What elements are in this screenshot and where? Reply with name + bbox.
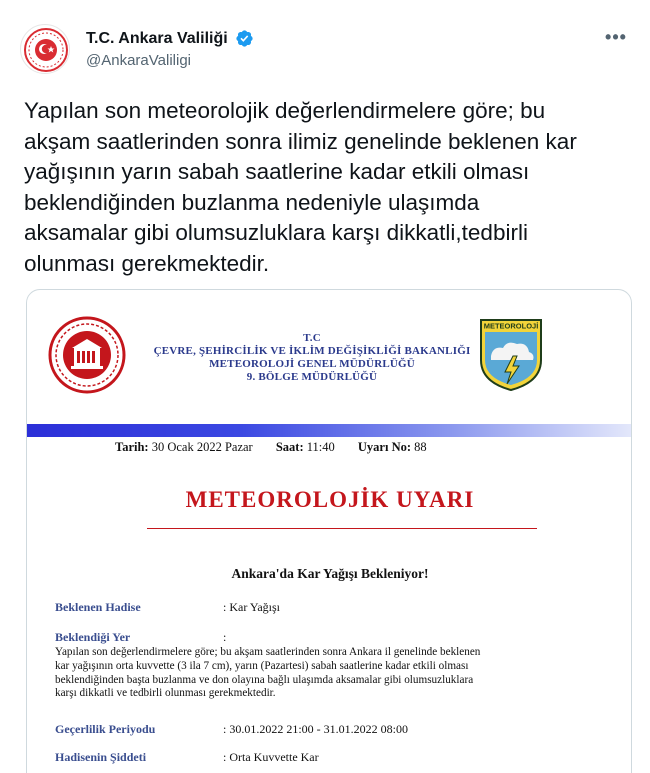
validity-label: Geçerlilik Periyodu <box>55 722 156 736</box>
tweet-text-line: Yapılan son meteorolojik değerlendirmelere göre; bu <box>24 98 546 123</box>
description-line: karşı dikkatli ve tedbirli olunması gerekmektedir. <box>55 687 276 700</box>
org-line: 9. BÖLGE MÜDÜRLÜĞÜ <box>246 371 378 383</box>
tweet-text-line: olunması gerekmektedir. <box>24 250 270 276</box>
time-value: 11:40 <box>306 440 335 454</box>
warning-no-label: Uyarı No: <box>357 440 412 454</box>
more-options-icon[interactable]: ••• <box>605 27 627 47</box>
severity-label: Hadisenin Şiddeti <box>55 750 147 764</box>
tweet-header <box>20 20 632 76</box>
description-line: beklendiğinden başta buzlanma ve don olayına bağlı ulaşımda aksamalar gibi olumsuzluklara <box>55 673 474 686</box>
tweet-text <box>24 96 624 279</box>
tweet-media-image[interactable] <box>26 289 632 773</box>
org-line: T.C <box>303 332 321 344</box>
org-line: METEOROLOJİ GENEL MÜDÜRLÜĞÜ <box>209 358 415 370</box>
meteoroloji-logo-icon <box>479 316 543 392</box>
display-name[interactable]: T.C. Ankara Valiliği <box>86 29 228 47</box>
organization-heading <box>127 332 497 384</box>
date-value: 30 Ocak 2022 Pazar <box>151 440 253 454</box>
expected-place-value: : <box>223 630 227 644</box>
ministry-emblem-icon <box>47 315 127 395</box>
validity-value: : 30.01.2022 21:00 - 31.01.2022 08:00 <box>223 722 408 736</box>
warning-document <box>27 290 632 773</box>
tweet-text-line: beklendiğinden buzlanma nedeniyle ulaşımda <box>24 189 480 215</box>
tweet-text-line: aksamalar gibi olumsuzluklara karşı dikkatli,tedbirli <box>24 220 528 245</box>
expected-event-value: : Kar Yağışı <box>223 600 281 614</box>
tweet-text-line: akşam saatlerinden sonra ilimiz genelinde beklenen kar <box>24 128 577 154</box>
warning-title: METEOROLOJİK UYARI <box>185 487 475 512</box>
date-label: Tarih: <box>115 440 149 454</box>
warning-subtitle: Ankara'da Kar Yağışı Bekleniyor! <box>231 566 429 581</box>
severity-value: : Orta Kuvvette Kar <box>223 750 319 764</box>
verified-badge-icon <box>235 29 254 48</box>
name-block <box>86 29 254 69</box>
expected-event-label: Beklenen Hadise <box>55 600 141 614</box>
expected-place-label: Beklendiği Yer <box>55 630 131 644</box>
warning-no-value: 88 <box>414 440 427 454</box>
logo-text: METEOROLOJİ <box>483 321 539 331</box>
description-line: Yapılan son değerlendirmelere göre; bu akşam saatlerinden sonra Ankara il genelinde beklenen <box>55 646 481 658</box>
time-label: Saat: <box>275 440 304 454</box>
title-underline <box>147 528 537 529</box>
handle[interactable]: @AnkaraValiligi <box>86 52 191 69</box>
tweet-text-line: yağışının yarın sabah saatlerine kadar etkili olması <box>24 159 530 184</box>
warning-meta <box>115 440 427 455</box>
avatar[interactable] <box>20 24 70 74</box>
emblem-icon <box>21 25 70 74</box>
description-line: kar yağışının orta kuvvette (3 ila 7 cm), yarın (Pazartesi) sabah saatlerine kadar etkili olması <box>55 659 469 672</box>
org-line: ÇEVRE, ŞEHİRCİLİK VE İKLİM DEĞİŞİKLİĞİ BAKANLIĞI <box>153 345 471 357</box>
warning-description <box>55 646 595 701</box>
header-divider-bar <box>27 424 632 437</box>
